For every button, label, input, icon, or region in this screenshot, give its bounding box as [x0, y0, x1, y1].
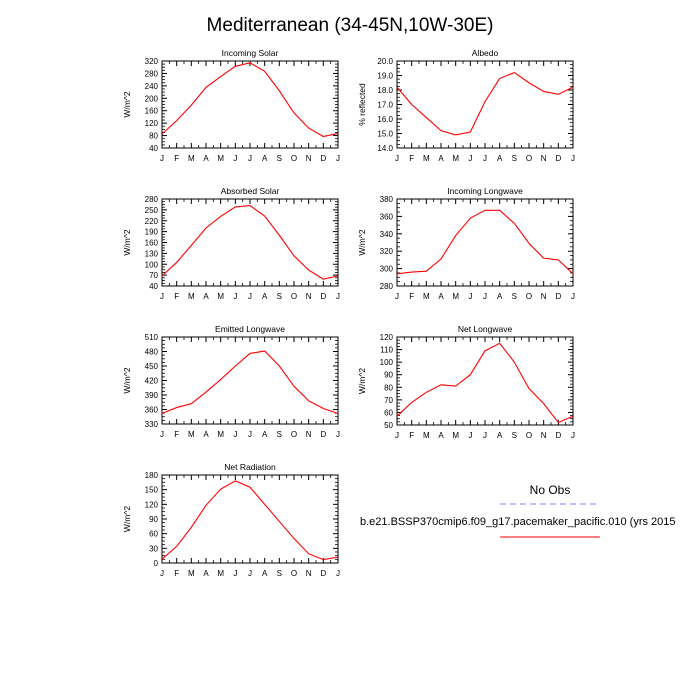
x-tick-label: F — [174, 292, 180, 301]
y-axis-label: W/m^2 — [122, 505, 132, 533]
y-tick-label: 190 — [144, 227, 158, 237]
y-tick-label: 320 — [379, 247, 393, 257]
y-tick-label: 120 — [379, 333, 393, 342]
x-tick-label: F — [174, 154, 180, 163]
x-tick-label: A — [496, 154, 503, 163]
y-tick-label: 480 — [144, 347, 158, 357]
x-tick-label: F — [409, 292, 415, 301]
panel-albedo — [357, 48, 575, 163]
y-tick-label: 18.0 — [377, 86, 393, 95]
y-tick-label: 90 — [384, 370, 393, 380]
y-tick-label: 70 — [384, 395, 393, 405]
y-tick-label: 40 — [149, 144, 158, 153]
x-tick-label: D — [320, 154, 327, 163]
x-tick-label: D — [555, 154, 562, 163]
x-tick-label: S — [276, 569, 283, 578]
legend — [360, 483, 676, 537]
y-tick-label: 120 — [144, 119, 158, 129]
x-tick-label: D — [555, 431, 562, 440]
x-tick-label: D — [320, 292, 327, 301]
y-axis-label: % reflected — [357, 83, 367, 126]
plot-frame — [162, 337, 338, 424]
x-tick-label: J — [483, 431, 487, 440]
x-tick-label: S — [276, 292, 283, 301]
x-tick-label: M — [452, 292, 460, 301]
y-tick-label: 30 — [149, 544, 158, 554]
y-tick-label: 130 — [144, 249, 158, 259]
x-tick-label: J — [160, 569, 164, 578]
x-tick-label: M — [187, 292, 195, 301]
y-tick-label: 15.0 — [377, 129, 393, 139]
panel-absorbed-solar — [122, 186, 340, 301]
series-line-albedo — [397, 73, 573, 135]
panel-emitted-longwave — [122, 324, 340, 439]
panel-title: Net Radiation — [224, 462, 276, 472]
x-tick-label: M — [422, 292, 430, 301]
panel-incoming-longwave — [357, 186, 575, 301]
y-tick-label: 110 — [380, 345, 393, 355]
x-tick-label: A — [438, 292, 444, 301]
legend-run-label: b.e21.BSSP370cmip6.f09_g17.pacemaker_pacific.010 (yrs 2015 — [360, 516, 676, 528]
panels-group — [122, 48, 575, 578]
plot-frame — [162, 199, 338, 286]
x-tick-label: J — [468, 431, 473, 440]
panel-incoming-solar — [122, 48, 340, 163]
x-tick-label: O — [290, 292, 298, 301]
x-tick-label: J — [571, 292, 575, 301]
x-tick-label: J — [395, 154, 399, 163]
y-tick-label: 390 — [144, 391, 158, 400]
x-tick-label: J — [468, 292, 473, 301]
x-tick-label: J — [248, 154, 252, 163]
x-tick-label: M — [422, 154, 430, 163]
x-tick-label: J — [160, 292, 164, 301]
plot-frame — [397, 199, 573, 286]
x-tick-label: F — [174, 430, 180, 439]
y-tick-label: 280 — [379, 282, 393, 291]
y-tick-label: 60 — [384, 408, 393, 418]
y-tick-label: 380 — [379, 195, 393, 204]
x-tick-label: S — [276, 154, 283, 163]
y-tick-label: 20.0 — [377, 57, 393, 66]
series-line-incoming-longwave — [397, 210, 573, 274]
y-tick-label: 17.0 — [377, 100, 393, 110]
plot-frame — [162, 475, 338, 563]
x-tick-label: A — [438, 154, 444, 163]
y-tick-label: 240 — [144, 81, 158, 91]
x-tick-label: N — [540, 431, 547, 440]
series-line-absorbed-solar — [162, 206, 338, 280]
x-tick-label: M — [187, 430, 195, 439]
x-tick-label: N — [305, 292, 312, 301]
x-tick-label: D — [555, 292, 562, 301]
y-tick-label: 80 — [384, 383, 393, 393]
x-tick-label: A — [261, 292, 268, 301]
x-tick-label: F — [174, 569, 180, 578]
x-tick-label: J — [483, 154, 487, 163]
x-tick-label: A — [261, 154, 268, 163]
x-tick-label: S — [511, 292, 518, 301]
x-tick-label: J — [248, 430, 252, 439]
x-tick-label: S — [511, 154, 518, 163]
y-tick-label: 90 — [149, 515, 158, 524]
x-tick-label: J — [160, 430, 164, 439]
x-tick-label: D — [320, 430, 327, 439]
panel-net-radiation — [122, 462, 340, 578]
x-tick-label: J — [336, 154, 340, 163]
x-tick-label: J — [233, 569, 238, 578]
series-line-net-radiation — [162, 481, 338, 560]
y-tick-label: 16.0 — [377, 115, 393, 124]
x-tick-label: M — [422, 431, 430, 440]
y-tick-label: 0 — [153, 559, 158, 568]
y-axis-label: W/m^2 — [122, 229, 132, 256]
y-tick-label: 40 — [149, 282, 158, 291]
y-axis-label: W/m^2 — [357, 367, 367, 395]
y-tick-label: 100 — [144, 260, 158, 270]
panel-title: Absorbed Solar — [220, 186, 280, 196]
y-axis-label: W/m^2 — [122, 91, 132, 118]
x-tick-label: O — [525, 292, 533, 301]
panel-title: Net Longwave — [457, 324, 513, 334]
x-tick-label: A — [203, 430, 209, 439]
x-tick-label: S — [276, 430, 283, 439]
x-tick-label: F — [409, 154, 415, 163]
y-tick-label: 420 — [144, 376, 158, 386]
y-tick-label: 300 — [379, 264, 393, 274]
panel-title: Albedo — [471, 48, 499, 58]
y-axis-label: W/m^2 — [122, 367, 132, 394]
y-tick-label: 200 — [144, 94, 158, 104]
x-tick-label: J — [248, 569, 252, 578]
y-tick-label: 80 — [149, 131, 158, 141]
x-tick-label: M — [187, 569, 195, 578]
y-tick-label: 450 — [144, 362, 158, 371]
x-tick-label: N — [540, 154, 547, 163]
x-tick-label: J — [571, 431, 575, 440]
x-tick-label: N — [305, 154, 312, 163]
plot-frame — [397, 337, 573, 425]
x-tick-label: N — [540, 292, 547, 301]
x-tick-label: O — [525, 431, 533, 440]
x-tick-label: J — [233, 154, 238, 163]
series-line-incoming-solar — [162, 63, 338, 137]
y-axis-label: W/m^2 — [357, 229, 367, 256]
y-tick-label: 100 — [379, 358, 393, 368]
x-tick-label: M — [452, 154, 460, 163]
y-tick-label: 60 — [149, 529, 158, 539]
x-tick-label: A — [203, 292, 209, 301]
x-tick-label: J — [483, 292, 487, 301]
x-tick-label: A — [496, 292, 503, 301]
x-tick-label: J — [233, 430, 238, 439]
y-tick-label: 19.0 — [377, 71, 393, 81]
y-tick-label: 70 — [149, 271, 158, 281]
y-tick-label: 14.0 — [377, 144, 393, 153]
y-tick-label: 340 — [379, 229, 393, 239]
figure-title: Mediterranean (34-45N,10W-30E) — [206, 15, 494, 36]
x-tick-label: J — [248, 292, 252, 301]
x-tick-label: J — [336, 292, 340, 301]
x-tick-label: D — [320, 569, 327, 578]
x-tick-label: N — [305, 569, 312, 578]
panel-title: Emitted Longwave — [215, 324, 285, 334]
x-tick-label: F — [409, 431, 415, 440]
x-tick-label: A — [438, 431, 444, 440]
y-tick-label: 180 — [144, 471, 158, 480]
x-tick-label: N — [305, 430, 312, 439]
plot-frame — [397, 61, 573, 148]
y-tick-label: 280 — [144, 69, 158, 79]
x-tick-label: M — [217, 292, 225, 301]
y-tick-label: 280 — [144, 195, 158, 204]
panel-net-longwave — [357, 324, 575, 440]
x-tick-label: M — [217, 154, 225, 163]
y-tick-label: 150 — [144, 485, 158, 495]
x-tick-label: S — [511, 431, 518, 440]
y-tick-label: 50 — [384, 421, 393, 430]
x-tick-label: J — [336, 569, 340, 578]
x-tick-label: M — [187, 154, 195, 163]
x-tick-label: O — [525, 154, 533, 163]
y-tick-label: 160 — [144, 106, 158, 116]
x-tick-label: J — [468, 154, 473, 163]
x-tick-label: J — [571, 154, 575, 163]
x-tick-label: J — [395, 431, 399, 440]
x-tick-label: M — [217, 569, 225, 578]
x-tick-label: J — [395, 292, 399, 301]
y-tick-label: 360 — [379, 212, 393, 222]
x-tick-label: A — [496, 431, 503, 440]
x-tick-label: J — [336, 430, 340, 439]
y-tick-label: 360 — [144, 405, 158, 415]
x-tick-label: O — [290, 430, 298, 439]
y-tick-label: 510 — [144, 333, 158, 342]
x-tick-label: A — [261, 430, 268, 439]
x-tick-label: J — [233, 292, 238, 301]
plot-frame — [162, 61, 338, 148]
legend-obs-label: No Obs — [529, 483, 571, 497]
y-tick-label: 330 — [144, 420, 158, 429]
y-tick-label: 220 — [144, 216, 158, 226]
x-tick-label: A — [203, 154, 209, 163]
panel-title: Incoming Longwave — [447, 186, 523, 196]
x-tick-label: O — [290, 154, 298, 163]
x-tick-label: O — [290, 569, 298, 578]
x-tick-label: M — [217, 430, 225, 439]
x-tick-label: A — [203, 569, 209, 578]
y-tick-label: 320 — [144, 57, 158, 66]
y-tick-label: 250 — [144, 205, 158, 215]
x-tick-label: A — [261, 569, 268, 578]
panel-title: Incoming Solar — [221, 48, 279, 58]
x-tick-label: J — [160, 154, 164, 163]
series-line-net-longwave — [397, 343, 573, 422]
series-line-emitted-longwave — [162, 351, 338, 413]
x-tick-label: M — [452, 431, 460, 440]
y-tick-label: 160 — [144, 238, 158, 248]
y-tick-label: 120 — [144, 500, 158, 510]
